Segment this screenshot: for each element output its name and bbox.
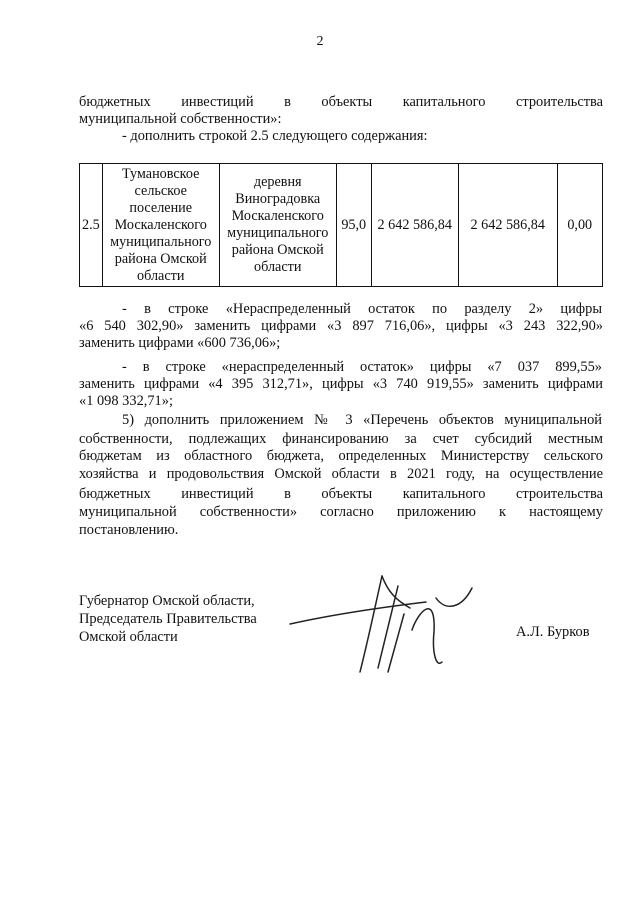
recipient-line: муниципального [110,233,212,250]
signatory-title-line: Председатель Правительства [79,611,257,627]
signatory-name: А.Л. Бурков [516,624,590,640]
object-line: района Омской [231,242,324,258]
text-line: собственности, подлежащих финансированию за счет субсидий местным [79,431,603,447]
signatory-title-line: Губернатор Омской области, [79,593,255,609]
text-line: муниципальной собственности» согласно приложению к настоящему [79,504,603,520]
signatory-title [79,592,257,646]
text-line: заменить цифрами «600 736,06»; [79,335,281,351]
object-line: области [254,259,302,275]
value-cell: 95,0 [336,164,371,287]
text-line: заменить цифрами «4 395 312,71», цифры «3 740 919,55» заменить цифрами [79,376,603,392]
amount-local-cell: 0,00 [557,164,602,287]
text-line: хозяйства и продовольствия Омской области в 2021 году, на осуществление [79,466,603,482]
recipient-line: Тумановское [122,165,200,182]
row-number-cell: 2.5 [80,164,103,287]
text-line: бюджетам из областного бюджета, определенных Министерству сельского [79,448,603,464]
text-line: бюджетных инвестиций в объекты капитального строительства [79,94,603,110]
text-line: «6 540 302,90» заменить цифрами «3 897 716,06», цифры «3 243 322,90» [79,318,603,334]
object-line: муниципального [227,225,329,241]
recipient-cell [102,164,219,287]
signatory-title-line: Омской области [79,629,178,645]
object-line: Москаленского [231,208,324,224]
recipient-line: сельское [134,182,187,199]
recipient-line: Москаленского [114,216,207,233]
text-line: бюджетных инвестиций в объекты капитального строительства [79,486,603,502]
text-line: - дополнить строкой 2.5 следующего содержания: [122,128,428,144]
amount-subsidy-cell: 2 642 586,84 [458,164,557,287]
text-line: - в строке «нераспределенный остаток» цифры «7 037 899,55» [122,359,602,375]
table-row [80,164,603,287]
recipient-line: района Омской [114,250,207,267]
text-line: «1 098 332,71»; [79,393,173,409]
text-line: муниципальной собственности»: [79,111,282,127]
recipient-line: области [137,267,185,284]
text-line: 5) дополнить приложением № 3 «Перечень объектов муниципальной [122,412,602,428]
handwritten-signature [286,572,476,682]
text-line: - в строке «Нераспределенный остаток по разделу 2» цифры [122,301,602,317]
recipient-line: поселение [129,199,193,216]
page-number: 2 [316,34,324,49]
object-line: деревня [253,174,302,190]
object-line: Виноградовка [235,191,321,207]
objects-table [79,163,603,287]
amount-total-cell: 2 642 586,84 [371,164,458,287]
text-line: постановлению. [79,522,179,538]
object-cell [219,164,336,287]
